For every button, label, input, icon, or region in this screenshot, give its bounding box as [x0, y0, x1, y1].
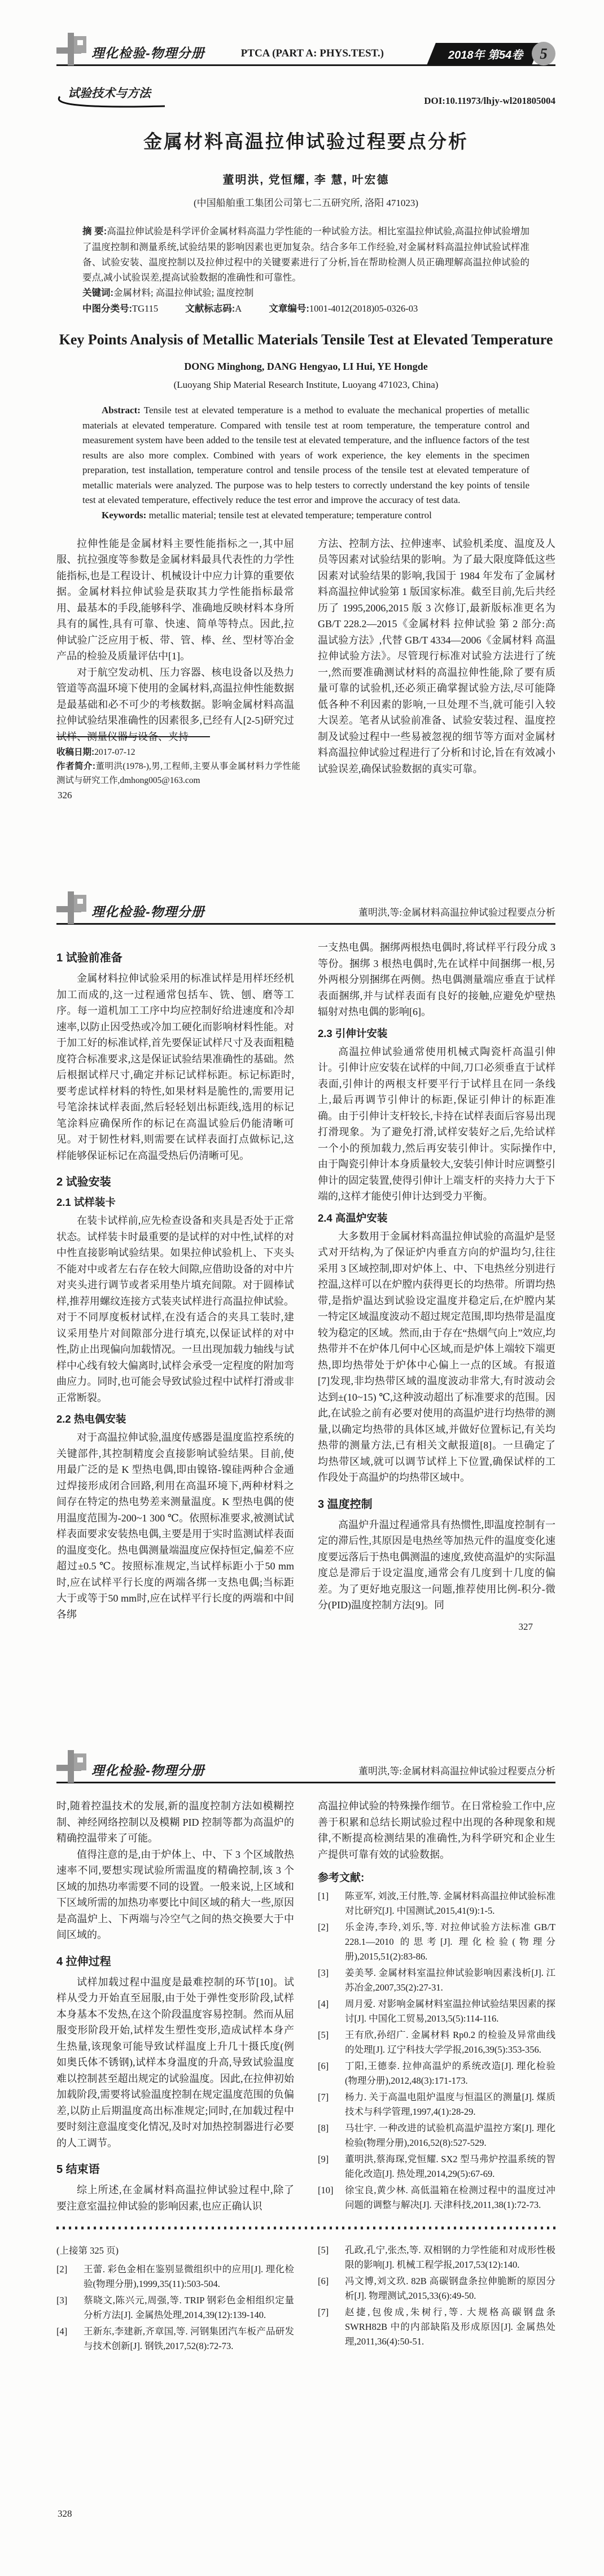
page-2 [0, 859, 604, 1717]
footnote-rule [56, 736, 210, 737]
abstract-en: Abstract: Tensile test at elevated temperature is a method to evaluate the mechanical properties of metallic materials at elevated temperature. Compared with tensile test at room temperature, the temperature control and measurement system have been added to the tensile test at elevated temperature, and the influence factors of the test results are also more complex. Combined with years of work experience, the key elements in the specimen preparation, test installation, temperature control and tensile process of the tensile test at elevated temperature of metallic materials were analyzed. The purpose was to help testers to correctly understand the key points of tensile test at elevated temperature, effectively reduce the test error and improve the accuracy of test data. [82, 405, 529, 505]
reference-item: [2] 王蕾. 彩色金相在鉴别显微组织中的应用[J]. 理化检验(物理分册),1999,35(11):503-504. [56, 2264, 294, 2289]
footnote-received: 收稿日期:2017-07-12 [56, 747, 135, 757]
subsection-heading: 2.1 试样装卡 [56, 1196, 116, 1208]
body-paragraph: 高温拉伸试验的特殊操作细节。在日常检验工作中,应善于积累和总结长期试验过程中出现的各种现象和规律,不断提高检测结果的准确性,为科学研究和企业生产提供可靠有效的试验数据。 [318, 1800, 555, 1860]
reference-item: [5] 王有欣,孙绍广. 金属材料 Rp0.2 的检验及异常曲线的处理[J]. 辽宁科技大学学报,2016,39(5):353-356. [318, 2030, 555, 2055]
intro-paragraph: 拉伸性能是金属材料主要性能指标之一,其中屈服、抗拉强度等参数是金属材料最具代表性的力学性能指标,也是工程设计、机械设计中应力计算的重要依据。金属材料拉伸试验是获取其力学性能指标最常用、最基本的手段,能够科学、准确地反映材料本身所具有的属性,具有可靠、快速、简单等特点。因此,拉伸试验广泛应用于板、带、管、棒、丝、型材等冶金产品的检验及质量评估中[1]。 [56, 537, 294, 662]
page-number: 326 [58, 790, 72, 801]
abstract-block-cn [82, 224, 529, 317]
keywords-label-en: Keywords: [102, 509, 147, 521]
body-columns [56, 1798, 555, 2214]
left-column [56, 536, 294, 745]
masthead [56, 26, 555, 66]
reference-item: [1] 陈亚军, 刘波,王付胜,等. 金属材料高温拉伸试验标准对比研究[J]. 中国测试,2015,41(9):1-5. [318, 1891, 555, 1916]
abstract-label-cn: 摘 要: [82, 226, 107, 237]
section-heading: 4 拉伸过程 [56, 1955, 111, 1968]
body-paragraph: 试样加载过程中温度是最难控制的环节[10]。试样从受力开始直至屈服,由于处于弹性变形阶段,试样本身基本不发热,在这个阶段温度容易控制。然而从屈服变形阶段开始,试样发生塑性变形,造成试样本身产生热量,该现象可能导致试样温度上升几十摄氏度(例如奥氏体不锈钢),试样本身温度的升高,导致试验温度难以控制甚至超出规定的试验温度。因此,在拉伸初始加载阶段,需要将试验温度控制在规定温度范围的负偏差,以防止后期温度高出标准规定;同时,在加载过程中要时刻注意温度变化情况,及时对加热控制器进行必要的人工调节。 [56, 1976, 294, 2149]
section-heading: 3 温度控制 [318, 1498, 373, 1511]
abstract-cn: 摘 要:高温拉伸试验是科学评价金属材料高温力学性能的一种试验方法。相比室温拉伸试验,高温拉伸试验增加了温度控制和测量系统,试验结果的影响因素也更加复杂。结合多年工作经验,对金属材料高温拉伸试验试样准备、试验安装、温度控制以及拉伸过程中的关键要素进行了分析,旨在帮助检测人员正确理解高温拉伸试验的要点,减小试验误差,提高试验数据的准确性和可靠性。 [82, 226, 529, 283]
references-heading: 参考文献: [318, 1872, 365, 1884]
affiliation-en: (Luoyang Ship Material Research Institute, Luoyang 471023, China) [173, 379, 439, 390]
body-paragraph: 高温炉升温过程通常具有热惯性,即温度控制有一定的滞后性,其原因是电热丝等加热元件的温度变化速度要远落后于热电偶测温的速度,致使高温炉的实际温度总是滞后于设定温度,通常会有几度到十几度的偏差。为了更好地克服这一问题,推荐使用比例-积分-微分(PID)温度控制方法[9]。同 [318, 1519, 555, 1611]
reference-item: [6] 冯文博,刘文玖. 82B 高碳钢盘条拉伸脆断的原因分析[J]. 物理测试,2015,33(6):49-50. [318, 2276, 555, 2301]
english-front-matter [56, 331, 555, 521]
journal-logo-icon [56, 891, 89, 924]
issue-banner [431, 42, 555, 65]
section-divider [56, 2227, 555, 2229]
doi: DOI:10.11973/lhjy-wl201805004 [424, 95, 555, 106]
right-column [318, 1798, 555, 2214]
subsection-heading: 2.4 高温炉安装 [318, 1212, 388, 1224]
reference-item: [8] 马壮宇. 一种改进的试验机高温炉温控方案[J]. 理化检验(物理分册),2016,52(8):527-529. [318, 2123, 555, 2148]
body-paragraph: 对于高温拉伸试验,温度传感器是温度监控系统的关键部件,其控制精度会直接影响试验结果。目前,使用最广泛的是 K 型热电偶,即由镍铬-镍硅两种合金通过焊接形成闭合回路,利用在高温环境下,两种材料之间存在特定的热电势差来测量温度。K 型热电偶的使用温度范围为-200~1 300 ℃。依照标准要求,被测试试样表面要求安装热电偶,主要是用于实时监测试样表面的温度变化。热电偶测量端温度应保持恒定,偏差不应超过±0.5 ℃。按照标准规定,当试样标距小于50 mm 时,应在试样平行长度的两端各绑一支热电偶;当标距大于或等于50 mm时,应在试样平行长度的两端和中间各绑 [56, 1432, 294, 1620]
keywords-cn: 关键词:金属材料; 高温拉伸试验; 温度控制 [82, 287, 254, 298]
column-doi-row [56, 84, 555, 107]
subsection-heading: 2.2 热电偶安装 [56, 1413, 126, 1425]
footnote [56, 736, 300, 788]
journal-logo-icon [56, 1750, 89, 1783]
running-head: 董明洪,等:金属材料高温拉伸试验过程要点分析 [358, 907, 555, 918]
reference-item: [9] 董明洪,蔡海琛,党恒耀. SX2 型马弗炉控温系统的智能化改造[J]. 热处理,2014,29(5):67-69. [318, 2154, 555, 2179]
body-columns [56, 939, 555, 1633]
body-paragraph: 在装卡试样前,应先检查设备和夹具是否处于正常状态。试样装卡时最重要的是试样的对中性,试样的对中性直接影响试验结果。如果拉伸试验机上、下夹头不能对中或者左右存在较大间隙,应借助设备的对中片对夹头进行调节或者采用垫片填充间隙。对于圆棒试样,推荐用螺纹连接方式装夹试样进行高温拉伸试验。对于不同厚度板材试样,在没有适合的夹具工装时,建议采用垫片对间隙部分进行填充,以保证试样的对中性,防止出现偏向加载情况。一旦出现加载力轴线与试样中心线有较大偏离时,试样会承受一定程度的附加弯曲应力。同时,也可能会导致试验过程中试样打滑或非正常断裂。 [56, 1215, 294, 1403]
continued-from-label: (上接第 325 页) [56, 2245, 119, 2256]
article-title-cn: 金属材料高温拉伸试验过程要点分析 [143, 131, 469, 152]
reference-item: [2] 乐金涛,李玲,刘乐,等. 对拉伸试验方法标准 GB/T 228.1—2010 的思考[J]. 理化检验(物理分册),2015,51(2):83-86. [318, 1922, 555, 1962]
left-column [56, 939, 294, 1622]
column-label: 试验技术与方法 [56, 84, 155, 107]
body-paragraph: 时,随着控温技术的发展,新的温度控制方法如模糊控制、神经网络控制以及模糊 PID 控制等都为高温炉的精确控温带来了可能。 [56, 1800, 294, 1844]
reference-item: [4] 周月爱. 对影响金属材料室温拉伸试验结果因素的探讨[J]. 中国化工贸易,2013,5(5):114-116. [318, 1998, 555, 2024]
left-column [56, 1798, 294, 2214]
keywords-en: Keywords: metallic material; tensile test at elevated temperature; temperature control [102, 509, 432, 521]
swoosh-icon [54, 95, 167, 110]
journal-name-cn: 理化检验-物理分册 [91, 904, 205, 919]
doc-code-label: 文献标志码: [185, 304, 235, 314]
reference-item: [3] 姜美琴. 金属材料室温拉伸试验影响因素浅析[J]. 江苏冶金,2007,35(2):27-31. [318, 1967, 555, 1993]
doc-code-value: A [235, 303, 242, 314]
journal-logo-icon [56, 33, 89, 65]
issue-number-badge: 5 [532, 42, 555, 65]
intro-paragraph: 方法、控制方法、拉伸速率、试验机柔度、温度及人员等因素对试验结果的影响。为了最大限度降低这些因素对试验结果的影响,我国于 1984 年发布了金属材料高温拉伸试验第 1 版国家标准。截至目前,先后共经历了 1995,2006,2015 版 3 次修订,最新版标准更名为 GB/T 228.2—2015《金属材料 拉伸试验 第 2 部分:高温试验方法》,代替 GB/T 4334—2006《金属材料 高温拉伸试验方法》。尽管现行标准对试验方法进行了统一,然而要准确测试材料的高温拉伸性能,除了要有质量可靠的试验机,还必须正确掌握试验方法,尽可能降低各种不利因素的影响,一旦处理不当,就可能引入较大误差。笔者从试验前准备、试验安装过程、温度控制及试验过程中一些易被忽视的细节等方面对金属材料高温拉伸试验过程进行了分析和讨论,旨在有效减小试验误差,确保试验数据的真实可靠。 [318, 537, 555, 775]
footnote-bio: 作者简介:董明洪(1978-),男,工程师,主要从事金属材料力学性能测试与研究工作,dmhong005@163.com [56, 762, 300, 785]
keywords-label-cn: 关键词: [82, 288, 113, 298]
left-column [56, 2243, 294, 2355]
masthead [56, 1743, 555, 1783]
subsection-heading: 2.3 引伸计安装 [318, 1027, 388, 1039]
authors-cn: 董明洪, 党恒耀, 李 慧, 叶宏德 [222, 174, 389, 186]
right-column [318, 536, 555, 777]
body-paragraph: 一支热电偶。捆绑两根热电偶时,将试样平行段分成 3 等份。捆绑 3 根热电偶时,先在试样中间捆绑一根,另外两根分别捆绑在两侧。热电偶测量端应垂直于试样表面捆绑,并与试样表面有良好的接触,应避免炉壁热辐射对热电偶的影响[6]。 [318, 942, 555, 1017]
article-id-value: 1001-4012(2018)05-0326-03 [309, 303, 418, 314]
authors-en: DONG Minghong, DANG Hengyao, LI Hui, YE Hongde [184, 361, 428, 372]
clc-label: 中图分类号: [82, 304, 132, 314]
clc-value: TG115 [132, 303, 159, 314]
continued-references-columns [56, 2243, 555, 2355]
issue-year-volume: 2018年 第54卷 [448, 49, 523, 62]
page-3 [0, 1717, 604, 2576]
reference-item: [7] 赵捷,包俊成,朱树行,等. 大规格高碳钢盘条 SWRH82B 中的内部缺陷及形成原因[J]. 金属热处理,2011,36(4):50-51. [318, 2307, 555, 2347]
article-title-en: Key Points Analysis of Metallic Materials Tensile Test at Elevated Temperature [59, 331, 553, 348]
reference-item: [3] 蔡晓文,陈兴元,周强,等. TRIP 钢彩色金相组织定量分析方法[J]. 金属热处理,2014,39(12):139-140. [56, 2295, 294, 2320]
section-heading: 5 结束语 [56, 2163, 100, 2176]
masthead [56, 885, 555, 925]
page-number: 328 [58, 2508, 72, 2519]
journal-name-cn: 理化检验-物理分册 [91, 46, 205, 60]
body-paragraph: 综上所述,在金属材料高温拉伸试验过程中,除了要注意室温拉伸试验的影响因素,也应正确认识 [56, 2184, 294, 2212]
body-paragraph: 值得注意的是,由于炉体上、中、下 3 个区域散热速率不同,要想实现试验所需温度的精确控制,该 3 个区域的加热功率需要不同的设置。一般来说,上区域和下区域所需的加热功率要比中间区域的稍大一些,原因是高温炉上、下两端与冷空气之间的热交换要大于中间区域的。 [56, 1848, 294, 1940]
right-column [318, 2243, 555, 2351]
article-id-label: 文章编号: [269, 304, 309, 314]
reference-item: [7] 杨力. 关于高温电阻炉温度与恒温区的测量[J]. 煤质技术与科学管理,1997,4(1):28-29. [318, 2092, 555, 2117]
affiliation-cn: (中国船舶重工集团公司第七二五研究所, 洛阳 471023) [193, 198, 419, 208]
reference-item: [5] 孔政,孔宁,张杰,等. 双相钢的力学性能和对成形性极限的影响[J]. 机械工程学报,2017,53(12):140. [318, 2245, 555, 2270]
reference-item: [10] 徐宝良,黄少林. 高低温箱在检测过程中的温度过冲问题的调整与解决[J]. 天津科技,2011,38(1):72-73. [318, 2185, 555, 2210]
meta-line [82, 301, 529, 317]
running-head: 董明洪,等:金属材料高温拉伸试验过程要点分析 [358, 1766, 555, 1777]
journal-name-en: PTCA (PART A: PHYS.TEST.) [240, 47, 384, 59]
right-column [318, 939, 555, 1633]
journal-name-cn: 理化检验-物理分册 [91, 1763, 205, 1778]
intro-paragraph: 对于航空发动机、压力容器、核电设备以及热力管道等高温环境下使用的金属材料,高温拉伸性能数据是最基础和必不可少的考核数据。影响金属材料高温拉伸试验结果准确性的因素很多,已经有人[2-5]研究过试样、测量仪器与设备、夹持 [56, 666, 294, 742]
reference-item: [4] 王新东,李建新,齐章国,等. 河钢集团汽车板产品研发与技术创新[J]. 钢铁,2017,52(8):72-73. [56, 2326, 294, 2351]
body-paragraph: 大多数用于金属材料高温拉伸试验的高温炉是竖式对开结构,为了保证炉内垂直方向的炉温均匀,往往采用 3 区域控制,即对炉体上、中、下电热丝分别进行控温,这样可以在炉膛内获得更长的均热带。所谓均热带,是指炉温达到试验设定温度并稳定后,在炉膛内某一特定区域温度波动不超过规定范围,即均热带是温度较为稳定的区域。然而,由于存在“热烟气向上”效应,均热带并不在炉体几何中心区域,而是炉体上端较下端更热,即均热带处于炉体中心偏上一点的区域。有报道[7]发现,非均热带区域的温度波动非常大,有时波动会达到±(10~15) ℃,这种波动超出了标准要求的范围。因此,在试验之前有必要对使用的高温炉进行均热带的测量,以确定均热带的具体区域,并做好位置标记,有关均热带的测量方法,已有相关文献报道[8]。一旦确定了均热带区域,就可以调节试样上下位置,确保试样的工作段处于高温炉的均热带区域中。 [318, 1230, 555, 1483]
section-heading: 1 试验前准备 [56, 952, 122, 964]
body-paragraph: 高温拉伸试验通常使用机械式陶瓷杆高温引伸计。引伸计应安装在试样的中间,刀口必须垂直于试样表面,引伸计的两根支杆要平行于试样且在同一条线上,最后再调节引伸计的标距,保证引伸计的标距准确。由于引伸计支杆较长,卡持在试样表面后容易出现打滑现象。为了避免打滑,试样安装好之后,先给试样一个小的预加载力,然后再安装引伸计。实际操作中,由于陶瓷引伸计本身质量较大,安装引伸计时应调整引伸计的固定装置,使得引伸计上端支杆的夹持力大于下端的,这样才能使引伸计达到受力平衡。 [318, 1046, 555, 1202]
page-number: 327 [518, 1621, 533, 1632]
body-paragraph: 金属材料拉伸试验采用的标准试样是用样坯经机加工而成的,这一过程通常包括车、铣、刨、磨等工序。每一道机加工工序中均应控制好给进速度和冷却速率,以防止因受热或冷加工硬化而影响材料性能。对于加工好的标准试样,首先要保证试样尺寸及表面粗糙度符合标准要求,这是保证试验结果准确性的基础。然后根据试样尺寸,确定并标记试样标距。标记标距时,要考虑试样材料的特性,如果材料是脆性的,需要用记号笔涂抹试样表面,然后轻轻划出标距线,选用的标记笔涂料应确保所作的标记在高温试验后仍能清晰可见。对于韧性材料,则需要在试样表面打点做标记,这样能够保证标记在高温受热后仍清晰可见。 [56, 973, 294, 1161]
page-1 [0, 0, 604, 859]
abstract-label-en: Abstract: [102, 405, 141, 416]
section-heading: 2 试验安装 [56, 1176, 111, 1188]
reference-item: [6] 丁阳,王德泰. 拉伸高温炉的系统改造[J]. 理化检验(物理分册),2012,48(3):171-173. [318, 2061, 555, 2086]
